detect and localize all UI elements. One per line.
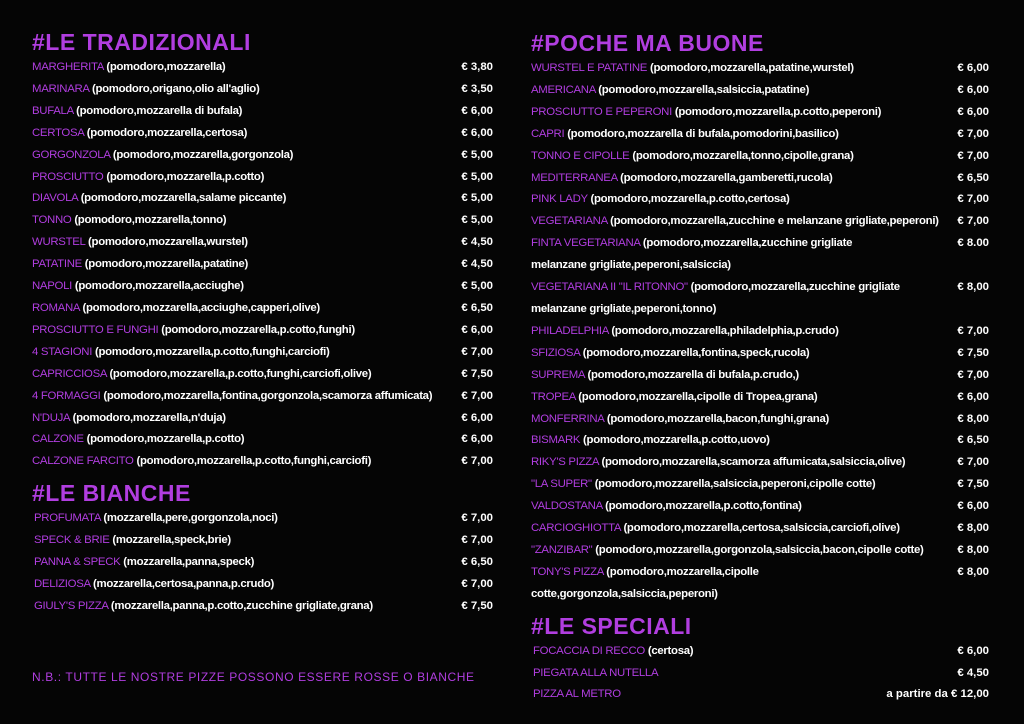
menu-item <box>32 276 493 298</box>
item-name: WURSTEL E PATATINE <box>531 62 648 74</box>
item-text <box>32 451 451 473</box>
item-ingredients: (mozzarella,panna,p.cotto,zucchine grigliate,grana) <box>110 599 373 612</box>
right-column <box>531 28 989 706</box>
item-ingredients: (pomodoro,mozzarella,certosa,salsiccia,carciofi,olive) <box>623 522 900 535</box>
item-price: € 7,00 <box>957 127 989 140</box>
item-ingredients: (pomodoro,mozzarella,p.cotto,peperoni) <box>674 105 882 118</box>
item-price: € 7,50 <box>461 599 493 612</box>
item-ingredients: (pomodoro,mozzarella,tonno) <box>74 214 227 227</box>
item-name: MEDITERRANEA <box>531 171 618 184</box>
menu-item <box>531 168 989 190</box>
item-name: WURSTEL <box>32 236 86 249</box>
item-text <box>533 684 876 706</box>
item-ingredients: (pomodoro,mozzarella,wurstel) <box>88 236 248 249</box>
item-ingredients: (pomodoro,mozzarella,p.cotto,funghi,carciofi,olive) <box>109 367 372 380</box>
item-price: € 6,00 <box>957 62 989 74</box>
item-name: PIZZA AL METRO <box>533 688 621 701</box>
menu-item <box>531 430 989 452</box>
section-heading: #LE TRADIZIONALI <box>32 29 251 55</box>
menu-item <box>32 429 493 451</box>
item-price: € 6,50 <box>461 556 493 569</box>
menu-item <box>32 451 493 473</box>
item-price: € 7,00 <box>461 512 493 525</box>
menu-item <box>531 124 989 146</box>
item-name: AMERICANA <box>531 83 596 96</box>
menu-item <box>531 540 989 562</box>
item-ingredients: (pomodoro,mozzarella,certosa) <box>86 126 248 139</box>
item-name: CAPRI <box>531 127 565 140</box>
item-text <box>531 452 947 474</box>
item-text <box>531 409 947 431</box>
item-price: € 8,00 <box>957 281 989 294</box>
item-text <box>32 145 451 167</box>
item-ingredients: (pomodoro,mozzarella,acciughe) <box>74 280 244 293</box>
menu-item <box>32 79 493 101</box>
item-text <box>34 574 451 596</box>
item-ingredients: (pomodoro,mozzarella,salsiccia,patatine) <box>598 83 810 96</box>
item-text <box>32 429 451 451</box>
item-name: MARGHERITA <box>32 61 104 73</box>
item-price: € 5,00 <box>461 192 493 205</box>
item-ingredients: melanzane grigliate,peperoni,tonno) <box>531 302 717 315</box>
item-ingredients: (pomodoro,mozzarella,gorgonzola,salsiccia,bacon,cipolle cotte) <box>595 543 924 556</box>
menu-item <box>531 343 989 365</box>
menu-item <box>531 102 989 124</box>
item-text <box>531 211 947 233</box>
menu-item <box>32 210 493 232</box>
menu-item <box>32 320 493 342</box>
item-text <box>531 365 947 387</box>
menu-item <box>531 387 989 409</box>
item-price: € 7,00 <box>957 149 989 162</box>
menu-item <box>531 474 989 496</box>
item-name: VEGETARIANA II "IL RITONNO" <box>531 281 688 294</box>
item-price: € 7,00 <box>461 345 493 358</box>
item-ingredients: (pomodoro,mozzarella,acciughe,capperi,olive) <box>82 301 320 314</box>
menu-item <box>32 364 493 386</box>
item-ingredients: (pomodoro,mozzarella,scamorza affumicata,salsiccia,olive) <box>601 456 906 469</box>
item-ingredients: (pomodoro,mozzarella,gorgonzola) <box>112 148 294 161</box>
item-name: CERTOSA <box>32 126 84 139</box>
menu-item <box>32 254 493 276</box>
item-name: "LA SUPER" <box>531 478 592 491</box>
item-name: PATATINE <box>32 258 82 271</box>
item-text <box>32 210 451 232</box>
item-text <box>531 299 989 321</box>
item-price: € 7,00 <box>957 193 989 206</box>
menu-item <box>32 57 493 79</box>
item-price: € 8,00 <box>957 543 989 556</box>
menu-item <box>32 101 493 123</box>
item-name: PINK LADY <box>531 193 588 206</box>
item-ingredients: (pomodoro,mozzarella di bufala) <box>76 104 243 117</box>
item-ingredients: (mozzarella,panna,speck) <box>123 556 255 569</box>
item-price: € 7,00 <box>957 215 989 228</box>
item-text <box>32 101 451 123</box>
menu-item <box>531 684 989 706</box>
item-ingredients: (pomodoro,mozzarella,salsiccia,peperoni,cipolle cotte) <box>594 478 876 491</box>
item-name: CAPRICCIOSA <box>32 367 107 380</box>
item-text <box>32 320 451 342</box>
item-name: NAPOLI <box>32 280 72 293</box>
menu-item <box>32 508 493 530</box>
item-text <box>531 124 947 146</box>
item-name: CALZONE <box>32 433 84 446</box>
item-text <box>32 57 451 79</box>
item-text <box>531 387 947 409</box>
item-name: PROFUMATA <box>34 512 101 525</box>
menu-item <box>32 188 493 210</box>
item-text <box>32 79 451 101</box>
item-text <box>531 80 947 102</box>
menu-item <box>32 123 493 145</box>
item-ingredients: (pomodoro,mozzarella,p.cotto,funghi,carciofi) <box>136 455 372 468</box>
item-ingredients-continued <box>531 299 989 321</box>
menu-item <box>531 146 989 168</box>
section-speciali <box>531 611 989 707</box>
item-price: € 6,00 <box>957 83 989 96</box>
item-price: € 8,00 <box>957 565 989 578</box>
item-name: TONY'S PIZZA <box>531 565 604 578</box>
item-name: ROMANA <box>32 301 80 314</box>
menu-item <box>32 145 493 167</box>
item-ingredients: (pomodoro,mozzarella,p.cotto,certosa) <box>590 193 790 206</box>
item-name: VEGETARIANA <box>531 215 608 228</box>
item-price: € 5,00 <box>461 214 493 227</box>
item-price: € 7,00 <box>461 455 493 468</box>
item-price: € 6,00 <box>957 644 989 657</box>
item-price: € 8.00 <box>957 237 989 250</box>
menu-item <box>531 211 989 233</box>
item-text <box>32 342 451 364</box>
item-price: € 5,00 <box>461 148 493 161</box>
item-text <box>531 102 947 124</box>
menu-item <box>531 562 989 606</box>
item-name: SUPREMA <box>531 368 585 381</box>
menu-item <box>531 321 989 343</box>
item-name: TROPEA <box>531 390 576 403</box>
item-name: PHILADELPHIA <box>531 324 609 337</box>
item-name: VALDOSTANA <box>531 500 603 513</box>
item-text <box>32 276 451 298</box>
item-name: 4 FORMAGGI <box>32 389 101 402</box>
item-name: DELIZIOSA <box>34 577 91 590</box>
menu-item <box>32 386 493 408</box>
item-text <box>32 408 451 430</box>
item-ingredients: (pomodoro,mozzarella,gamberetti,rucola) <box>620 171 833 184</box>
menu-item <box>32 552 493 574</box>
item-text <box>531 540 947 562</box>
item-price: € 6,50 <box>461 301 493 314</box>
section-tradizionali <box>32 27 493 473</box>
item-name: MONFERRINA <box>531 412 604 425</box>
item-ingredients: (certosa) <box>647 644 694 657</box>
item-ingredients: (pomodoro,mozzarella,zucchine e melanzane grigliate,peperoni) <box>610 215 939 228</box>
item-text <box>531 255 989 277</box>
menu-item <box>32 298 493 320</box>
item-text <box>531 474 947 496</box>
menu-item <box>32 167 493 189</box>
item-ingredients: (pomodoro,mozzarella,p.cotto,funghi) <box>161 323 355 336</box>
item-price: € 6,00 <box>957 105 989 118</box>
item-name: MARINARA <box>32 82 90 95</box>
item-price: € 3,50 <box>461 82 493 95</box>
item-ingredients: (pomodoro,mozzarella,p.cotto) <box>86 433 245 446</box>
item-price: € 7,00 <box>461 389 493 402</box>
item-ingredients: melanzane grigliate,peperoni,salsiccia) <box>531 259 731 272</box>
menu-item <box>531 277 989 299</box>
item-ingredients: (pomodoro,mozzarella,n'duja) <box>72 411 226 424</box>
item-ingredients: (pomodoro,origano,olio all'aglio) <box>91 82 260 95</box>
item-ingredients: (pomodoro,mozzarella,cipolle cotte,gorgonzola,salsiccia,peperoni) <box>531 565 759 600</box>
item-name: GORGONZOLA <box>32 148 111 161</box>
item-ingredients: (pomodoro,mozzarella,salame piccante) <box>80 192 287 205</box>
item-name: RIKY'S PIZZA <box>531 456 599 469</box>
item-text <box>531 343 947 365</box>
menu-item <box>32 574 493 596</box>
item-price: € 6,50 <box>957 171 989 184</box>
item-text <box>531 430 947 452</box>
item-ingredients: (pomodoro,mozzarella,patatine,wurstel) <box>649 62 854 74</box>
item-price: € 7,00 <box>957 324 989 337</box>
item-ingredients: (pomodoro,mozzarella) <box>106 61 226 73</box>
item-text <box>531 233 947 255</box>
item-name: SPECK & BRIE <box>34 534 110 547</box>
item-price: € 7,50 <box>957 478 989 491</box>
item-ingredients: (mozzarella,certosa,panna,p.crudo) <box>93 577 275 590</box>
item-text <box>32 386 451 408</box>
item-text <box>531 518 947 540</box>
item-ingredients: (pomodoro,mozzarella,bacon,funghi,grana) <box>606 412 829 425</box>
item-text <box>531 277 947 299</box>
item-price: € 6,00 <box>957 500 989 513</box>
item-ingredients: (mozzarella,pere,gorgonzola,noci) <box>103 512 278 525</box>
item-price: € 6,50 <box>957 434 989 447</box>
item-price: € 6,00 <box>461 411 493 424</box>
item-text <box>32 188 451 210</box>
section-poche-ma-buone <box>531 28 989 606</box>
item-text <box>32 232 451 254</box>
item-price: € 4,50 <box>461 258 493 271</box>
item-text <box>32 364 451 386</box>
item-name: DIAVOLA <box>32 192 78 205</box>
item-price: a partire da € 12,00 <box>886 688 989 701</box>
item-ingredients: (pomodoro,mozzarella,p.cotto,uovo) <box>583 434 770 447</box>
item-text <box>32 167 451 189</box>
item-ingredients: (pomodoro,mozzarella di bufala,pomodorini,basilico) <box>567 127 839 140</box>
menu-item <box>531 58 989 80</box>
item-text <box>533 641 947 663</box>
menu-item <box>32 530 493 552</box>
item-ingredients: (pomodoro,mozzarella,p.cotto,fontina) <box>605 500 802 513</box>
item-price: € 3,80 <box>461 61 493 73</box>
item-text <box>531 562 947 606</box>
item-price: € 6,00 <box>461 126 493 139</box>
item-text <box>531 496 947 518</box>
menu-item <box>32 408 493 430</box>
item-ingredients: (pomodoro,mozzarella,philadelphia,p.crudo) <box>611 324 839 337</box>
item-name: TONNO E CIPOLLE <box>531 149 630 162</box>
menu-item <box>531 233 989 255</box>
menu-item <box>32 596 493 618</box>
item-price: € 7,00 <box>957 368 989 381</box>
item-ingredients: (pomodoro,mozzarella,zucchine grigliate <box>690 281 900 294</box>
section-heading: #LE BIANCHE <box>32 480 191 507</box>
item-price: € 7,00 <box>461 534 493 547</box>
item-ingredients: (pomodoro,mozzarella,p.cotto) <box>106 170 265 183</box>
item-ingredients: (pomodoro,mozzarella,patatine) <box>84 258 248 271</box>
item-text <box>34 596 451 618</box>
item-price: € 5,00 <box>461 280 493 293</box>
item-ingredients: (mozzarella,speck,brie) <box>112 534 231 547</box>
item-price: € 4,50 <box>957 666 989 679</box>
left-column <box>32 27 493 618</box>
item-name: SFIZIOSA <box>531 346 580 359</box>
item-text <box>531 168 947 190</box>
item-name: N'DUJA <box>32 411 70 424</box>
item-price: € 6,00 <box>461 323 493 336</box>
item-text <box>34 530 451 552</box>
item-ingredients-continued <box>531 255 989 277</box>
item-name: TONNO <box>32 214 72 227</box>
item-name: PROSCIUTTO <box>32 170 104 183</box>
note: N.B.: TUTTE LE NOSTRE PIZZE POSSONO ESSERE ROSSE O BIANCHE <box>32 670 475 684</box>
section-bianche <box>32 478 493 618</box>
menu-item <box>531 496 989 518</box>
item-price: € 8,00 <box>957 522 989 535</box>
item-text <box>533 663 947 685</box>
item-price: € 7,00 <box>957 456 989 469</box>
item-ingredients: (pomodoro,mozzarella,cipolle di Tropea,grana) <box>578 390 818 403</box>
item-price: € 5,00 <box>461 170 493 183</box>
item-name: PROSCIUTTO E FUNGHI <box>32 323 159 336</box>
item-ingredients: (pomodoro,mozzarella,tonno,cipolle,grana) <box>632 149 854 162</box>
item-name: BISMARK <box>531 434 581 447</box>
item-name: "ZANZIBAR" <box>531 543 593 556</box>
item-text <box>531 321 947 343</box>
menu-item <box>32 232 493 254</box>
item-text <box>32 123 451 145</box>
item-ingredients: (pomodoro,mozzarella,fontina,speck,rucola) <box>582 346 810 359</box>
item-price: € 7,00 <box>461 577 493 590</box>
item-name: FINTA VEGETARIANA <box>531 237 641 250</box>
item-price: € 6,00 <box>957 390 989 403</box>
item-text <box>531 146 947 168</box>
item-name: 4 STAGIONI <box>32 345 93 358</box>
item-ingredients: (pomodoro,mozzarella,p.cotto,funghi,carciofi) <box>94 345 330 358</box>
item-price: € 6,00 <box>461 433 493 446</box>
item-price: € 8,00 <box>957 412 989 425</box>
item-name: FOCACCIA DI RECCO <box>533 644 645 657</box>
menu-item <box>531 189 989 211</box>
item-name: GIULY'S PIZZA <box>34 599 109 612</box>
item-text <box>34 552 451 574</box>
menu-item <box>531 663 989 685</box>
item-name: CARCIOGHIOTTA <box>531 522 621 535</box>
item-name: BUFALA <box>32 104 74 117</box>
item-ingredients: (pomodoro,mozzarella,fontina,gorgonzola,scamorza affumicata) <box>103 389 433 402</box>
section-heading: #LE SPECIALI <box>531 612 692 639</box>
menu-item <box>531 518 989 540</box>
menu-item <box>531 452 989 474</box>
menu-item <box>32 342 493 364</box>
menu-item <box>531 365 989 387</box>
item-text <box>531 58 947 80</box>
menu-item <box>531 409 989 431</box>
item-text <box>34 508 451 530</box>
item-text <box>32 298 451 320</box>
item-text <box>531 189 947 211</box>
section-heading: #POCHE MA BUONE <box>531 30 764 56</box>
menu-item <box>531 80 989 102</box>
item-ingredients: (pomodoro,mozzarella di bufala,p.crudo,) <box>587 368 799 381</box>
menu-item <box>531 641 989 663</box>
item-price: € 6,00 <box>461 104 493 117</box>
item-price: € 4,50 <box>461 236 493 249</box>
item-name: CALZONE FARCITO <box>32 455 134 468</box>
item-ingredients: (pomodoro,mozzarella,zucchine grigliate <box>642 237 853 250</box>
item-price: € 7,50 <box>461 367 493 380</box>
item-name: PROSCIUTTO E PEPERONI <box>531 105 672 118</box>
item-text <box>32 254 451 276</box>
item-name: PIEGATA ALLA NUTELLA <box>533 666 659 679</box>
item-name: PANNA & SPECK <box>34 556 121 569</box>
item-price: € 7,50 <box>957 346 989 359</box>
